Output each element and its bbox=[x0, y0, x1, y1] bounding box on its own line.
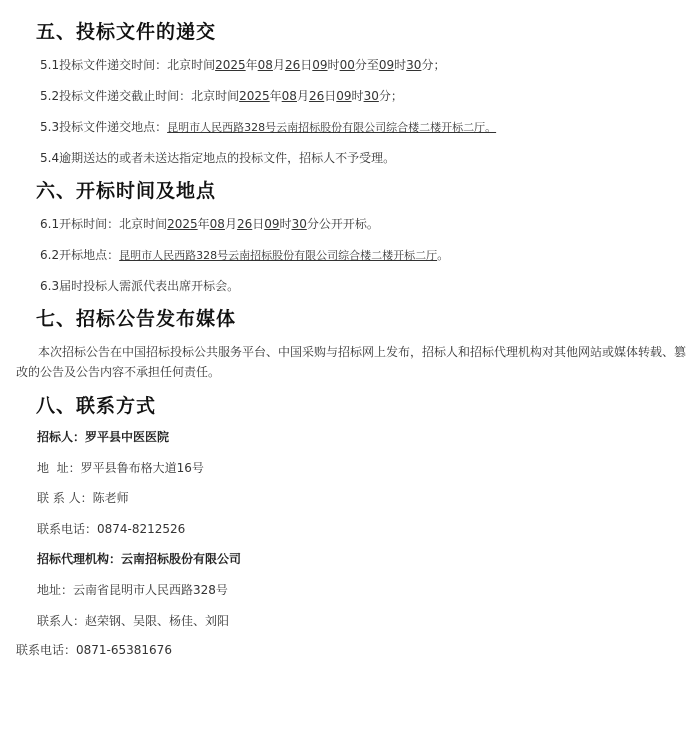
hour: 09 bbox=[312, 58, 328, 72]
unit: 月 bbox=[296, 89, 309, 103]
day: 26 bbox=[236, 217, 253, 231]
year: 2025 bbox=[167, 217, 198, 231]
item-text: 投标文件递交截止时间：北京时间 bbox=[59, 89, 240, 103]
unit: 时 bbox=[279, 217, 292, 231]
unit: 年 bbox=[245, 58, 258, 72]
tenderer-phone: 联系电话：0874-8212526 bbox=[37, 522, 186, 536]
agency-phone: 联系电话：0871-65381676 bbox=[16, 643, 172, 657]
media-paragraph: 本次招标公告在中国招标投标公共服务平台、中国采购与招标网上发布，招标人和招标代理机构对其他网站或媒体转载、篡改的公告及公告内容不承担任何责任。 bbox=[16, 345, 687, 379]
unit: 时 bbox=[327, 58, 340, 72]
unit: 月 bbox=[224, 217, 237, 231]
item-text: 投标文件递交地点： bbox=[59, 120, 168, 134]
month: 08 bbox=[209, 217, 225, 231]
agency-contact: 联系人：赵荣钢、吴限、杨佳、刘阳 bbox=[37, 614, 230, 628]
unit: 月 bbox=[272, 58, 285, 72]
item-6-2 bbox=[40, 247, 449, 264]
item-5-1 bbox=[40, 57, 445, 73]
item-6-3 bbox=[40, 278, 239, 294]
minute: 30 bbox=[406, 58, 422, 72]
item-number: 6.1 bbox=[40, 217, 60, 231]
unit: 分； bbox=[421, 58, 446, 72]
year: 2025 bbox=[239, 89, 270, 103]
agency-name: 招标代理机构：云南招标股份有限公司 bbox=[37, 552, 242, 566]
tenderer-contact: 联 系 人：陈老师 bbox=[37, 491, 129, 505]
agency-address: 地址：云南省昆明市人民西路328号 bbox=[37, 583, 228, 597]
day: 26 bbox=[308, 89, 325, 103]
tenderer-name: 招标人：罗平县中医医院 bbox=[37, 430, 170, 444]
item-text: 逾期送达的或者未送达指定地点的投标文件，招标人不予受理。 bbox=[59, 151, 396, 165]
item-number: 5.2 bbox=[40, 89, 60, 103]
minute: 00 bbox=[339, 58, 355, 72]
item-number: 6.2 bbox=[40, 248, 60, 262]
item-text: 开标地点： bbox=[59, 248, 120, 262]
unit: 年 bbox=[269, 89, 282, 103]
item-number: 5.4 bbox=[40, 151, 60, 165]
item-text: 开标时间：北京时间 bbox=[59, 217, 168, 231]
unit: 日 bbox=[324, 89, 337, 103]
section-8-heading: 八、联系方式 bbox=[36, 395, 157, 417]
item-number: 5.1 bbox=[40, 58, 60, 72]
hour: 09 bbox=[264, 217, 280, 231]
unit: 时 bbox=[394, 58, 407, 72]
section-7-heading: 七、招标公告发布媒体 bbox=[36, 308, 237, 330]
section-6-heading: 六、开标时间及地点 bbox=[36, 180, 217, 202]
hour: 09 bbox=[336, 89, 352, 103]
unit: 日 bbox=[252, 217, 265, 231]
location-link: 昆明市人民西路328号云南招标股份有限公司综合楼二楼开标二厅 bbox=[119, 249, 438, 262]
year: 2025 bbox=[215, 58, 246, 72]
unit: 年 bbox=[197, 217, 210, 231]
month: 08 bbox=[257, 58, 273, 72]
month: 08 bbox=[281, 89, 297, 103]
minute: 30 bbox=[363, 89, 379, 103]
item-number: 6.3 bbox=[40, 279, 60, 293]
item-5-3 bbox=[40, 119, 496, 136]
item-5-4 bbox=[40, 150, 395, 166]
item-text: 投标文件递交时间：北京时间 bbox=[59, 58, 216, 72]
item-6-1 bbox=[40, 216, 379, 232]
item-text: 届时投标人需派代表出席开标会。 bbox=[59, 279, 240, 293]
unit: 分； bbox=[378, 89, 403, 103]
unit: 时 bbox=[351, 89, 364, 103]
punctuation: 。 bbox=[437, 248, 450, 262]
section-5-heading: 五、投标文件的递交 bbox=[36, 21, 217, 43]
unit: 日 bbox=[300, 58, 313, 72]
item-5-2 bbox=[40, 88, 403, 104]
day: 26 bbox=[284, 58, 301, 72]
unit: 分公开开标。 bbox=[306, 217, 379, 231]
unit: 分至 bbox=[354, 58, 379, 72]
location-link: 昆明市人民西路328号云南招标股份有限公司综合楼二楼开标二厅。 bbox=[167, 121, 497, 134]
minute: 30 bbox=[291, 217, 307, 231]
item-number: 5.3 bbox=[40, 120, 60, 134]
tenderer-address: 地 址：罗平县鲁布格大道16号 bbox=[37, 461, 204, 475]
hour: 09 bbox=[378, 58, 395, 72]
